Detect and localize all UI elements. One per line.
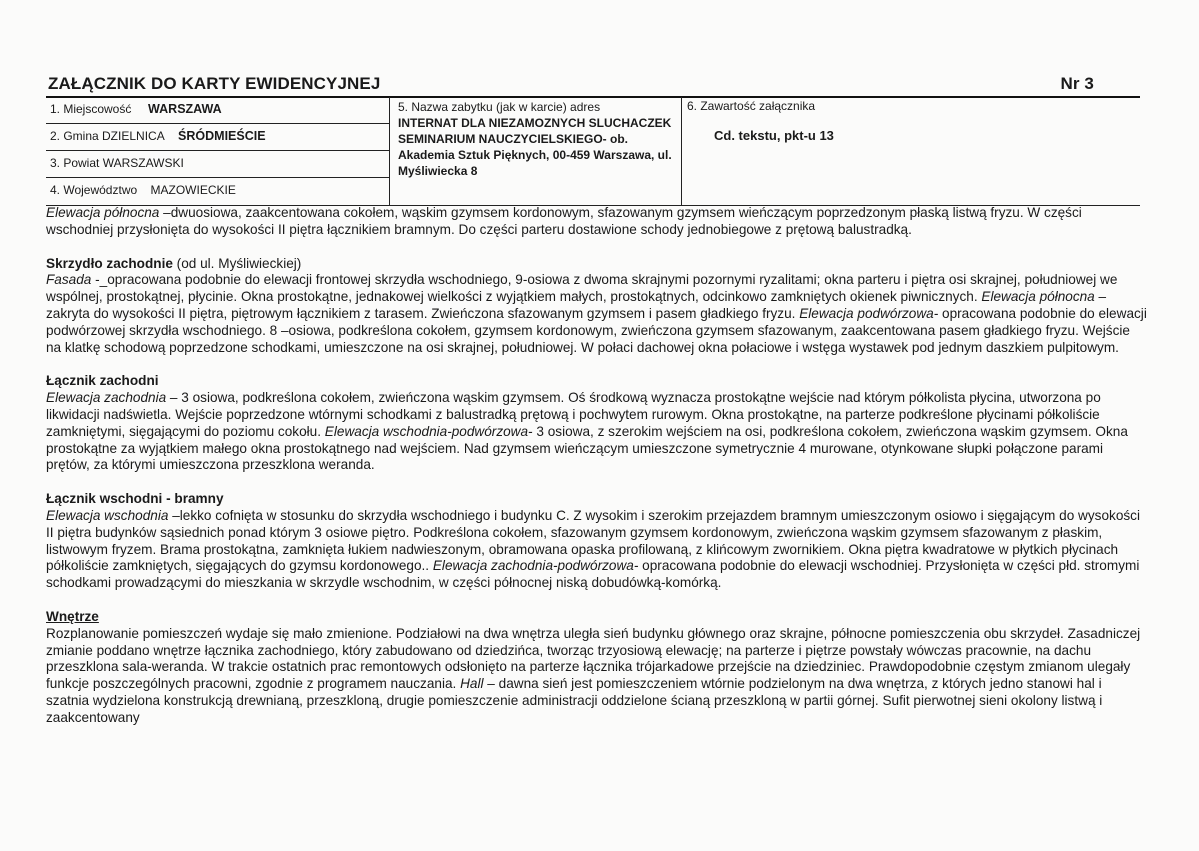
- paragraph-lead: Elewacja podwórzowa-: [799, 305, 939, 321]
- powiat-row: [46, 151, 389, 178]
- attachment-content-label: 6. Zawartość załącznika: [687, 99, 816, 113]
- miejscowosc-value: WARSZAWA: [148, 102, 222, 116]
- section-heading-interior: Wnętrze: [46, 608, 99, 624]
- paragraph-lead: Elewacja wschodnia-podwórzowa-: [324, 423, 533, 439]
- attachment-number: Nr 3: [1060, 74, 1094, 93]
- section-heading-west-connector: Łącznik zachodni: [46, 373, 159, 389]
- gmina-row: [46, 124, 389, 151]
- paragraph-lead: Elewacja zachodnia: [46, 390, 167, 406]
- monument-name-label: 5. Nazwa zabytku (jak w karcie) adres: [398, 100, 601, 114]
- heading-text: Skrzydło zachodnie: [46, 255, 173, 271]
- east-connector-paragraph: [46, 508, 1148, 592]
- paragraph-text: Rozplanowanie pomieszczeń wydaje się mało zmienione. Podziałowi na dwa wnętrza uległa sień budynku głównego oraz skrajne, północne pomieszczenia obu skrzydeł. Zasadniczej zmianie poddano wnętrze łącznika zachodniego, który zabudowano od dziedzińca, tworząc trzyosiową elewację; na parterze i piętrze powstały wówczas pracownie, na dachu przeszklona sala-weranda. W trakcie ostatnich prac remontowych odsłonięto na parterze łącznika trójarkadowe przejście na dziedziniec. Prawdopodobnie częstym zmianom ulegały funkcje poszczególnych pracowni, zgodnie z programem nauczania.: [46, 625, 1141, 692]
- west-wing-paragraph: [46, 272, 1148, 356]
- paragraph-text: –dwuosiowa, zaakcentowana cokołem, wąskim gzymsem kordonowym, sfazowanym gzymsem wieńczącym poprzedzonym płaską listwą fryzu. W części wschodniej przysłonięta do wysokości II piętra łącznikiem bramnym. Do części parteru dostawione schody jednobiegowe z prętową balustradką.: [46, 205, 1082, 237]
- monument-name-cell: [390, 97, 682, 205]
- north-elevation-paragraph: [46, 205, 1148, 239]
- attachment-content-value: Cd. tekstu, pkt-u 13: [714, 128, 834, 143]
- location-column: [46, 97, 390, 205]
- paragraph-text: opracowana podobnie do elewacji podwórzowej skrzydła wschodniego. 8 –osiowa, podkreślona cokołem, gzymsem kordonowym, zwieńczona gzymsem sfazowanym, zaakcentowana pasem gładkiego fryzu. Wejście na klatkę schodową poprzedzone schodkami, umieszczone na osi skrajnej, południowej. W połaci dachowej okna połaciowe i wstęga wystawek pod jednym daszkiem pulpitowym.: [46, 305, 1147, 355]
- paragraph-lead: Fasada: [46, 272, 92, 288]
- gmina-value: ŚRÓDMIEŚCIE: [178, 129, 266, 143]
- miejscowosc-row: [46, 97, 389, 124]
- paragraph-lead: Elewacja północna: [46, 205, 160, 220]
- wojewodztwo-value: MAZOWIECKIE: [150, 183, 236, 197]
- paragraph-text: – 3 osiowa, podkreślona cokołem, zwieńczona wąskim gzymsem. Oś środkową wyznacza prostokątne wejście nad którym półkolista płycina, utworzona po likwidacji nadświetla. Wejście poprzedzone wtórnymi schodkami z balustradką prętową i pochwytem rurowym. Okna prostokątne, na parterze podkreślone płycinami półkoliście zamkniętymi, sięgającymi do poziomu cokołu.: [46, 390, 1101, 439]
- paragraph-text: opracowana podobnie do elewacji wschodniej. Przysłonięta w części płd. stromymi schodkami prowadzącymi do mieszkania w skrzydle wschodnim, w części północnej niską dobudówką-komórką.: [46, 558, 1140, 591]
- wojewodztwo-row: [46, 178, 389, 205]
- document-title-bar: [48, 74, 1138, 96]
- monument-name-value: INTERNAT DLA NIEZAMOZNYCH SLUCHACZEK SEMINARIUM NAUCZYCIELSKIEGO- ob. Akademia Sztuk Pięknych, 00-459 Warszawa, ul. Myśliwiecka 8: [398, 116, 672, 178]
- miejscowosc-label: 1. Miejscowość: [50, 102, 132, 116]
- gmina-label: 2. Gmina DZIELNICA: [50, 129, 165, 143]
- document-title: ZAŁĄCZNIK DO KARTY EWIDENCYJNEJ: [48, 74, 381, 93]
- interior-paragraph: [46, 626, 1148, 727]
- record-form-table: [46, 97, 1140, 206]
- paragraph-text: –lekko cofnięta w stosunku do skrzydła wschodniego i budynku C. Z wysokim i szerokim przejazdem bramnym umieszczonym osiowo i sięgającym do wysokości II piętra budynków sąsiednich ponad którym 3 osiowe piętro. Podkreślona cokołem, sfazowanym gzymsem kordonowym, zwieńczona wąskim gzymsem sfazowanym z płaskim, listwowym fryzem. Brama prostokątna, zamknięta łukiem nadwieszonym, obramowana opaska profilowaną, z klińcowym zwornikiem. Okna piętra kwadratowe w płytkich płycinach półkoliście zamkniętych, sięgających do gzymsu kordonowego..: [46, 507, 1140, 574]
- powiat-label: 3. Powiat WARSZAWSKI: [50, 156, 184, 170]
- paragraph-lead: Hall: [460, 676, 484, 692]
- west-connector-paragraph: [46, 390, 1148, 474]
- paragraph-lead: Elewacja zachodnia-podwórzowa-: [432, 558, 639, 574]
- paragraph-text: –zakryta do wysokości II piętra, piętrowym łącznikiem z tarasem. Zwieńczona sfazowanym gzymsem i pasem gładkiego fryzu.: [46, 289, 1107, 321]
- heading-subtext: (od ul. Myśliwieckiej): [172, 255, 302, 271]
- attachment-content-cell: [683, 97, 1140, 205]
- paragraph-text: -_opracowana podobnie do elewacji frontowej skrzydła wschodniego, 9-osiowa z dwoma skrajnymi pozornymi ryzalitami; okna parteru i piętra osi skrajnej, południowej we wspólnej, prostokątnej, płycinie. Okna prostokątne, jednakowej wielkości z wyjątkiem małych, prostokątnych, odcinkowo zamkniętych okienek piwnicznych.: [46, 272, 1118, 305]
- paragraph-text: – dawna sień jest pomieszczeniem wtórnie podzielonym na dwa wnętrza, z których jedno stanowi hal i szatnia wydzielona konstrukcją drewnianą, przeszkloną, drugie pomieszczenie administracji oddzielone ścianą przeszkloną w partii górnej. Sufit pierwotnej sieni okolony listwą i zaakcentowany: [46, 676, 1103, 725]
- document-body: [46, 205, 1148, 727]
- section-heading-east-connector: Łącznik wschodni - bramny: [46, 491, 224, 507]
- wojewodztwo-label: 4. Województwo: [50, 183, 138, 197]
- paragraph-lead: Elewacja wschodnia: [46, 507, 169, 523]
- section-heading-west-wing: [46, 256, 1148, 273]
- paragraph-lead: Elewacja północna: [981, 289, 1095, 305]
- paragraph-text: 3 osiowa, z szerokim wejściem na osi, podkreślona cokołem, zwieńczona wąskim gzymsem. Okna prostokątne za wyjątkiem małego okna prostokątnego nad wejściem. Nad gzymsem wieńczącym umieszczone symetrycznie 4 murowane, otynkowane słupki połączone parami prętów, za którymi umieszczona przeszklona weranda.: [46, 423, 1128, 473]
